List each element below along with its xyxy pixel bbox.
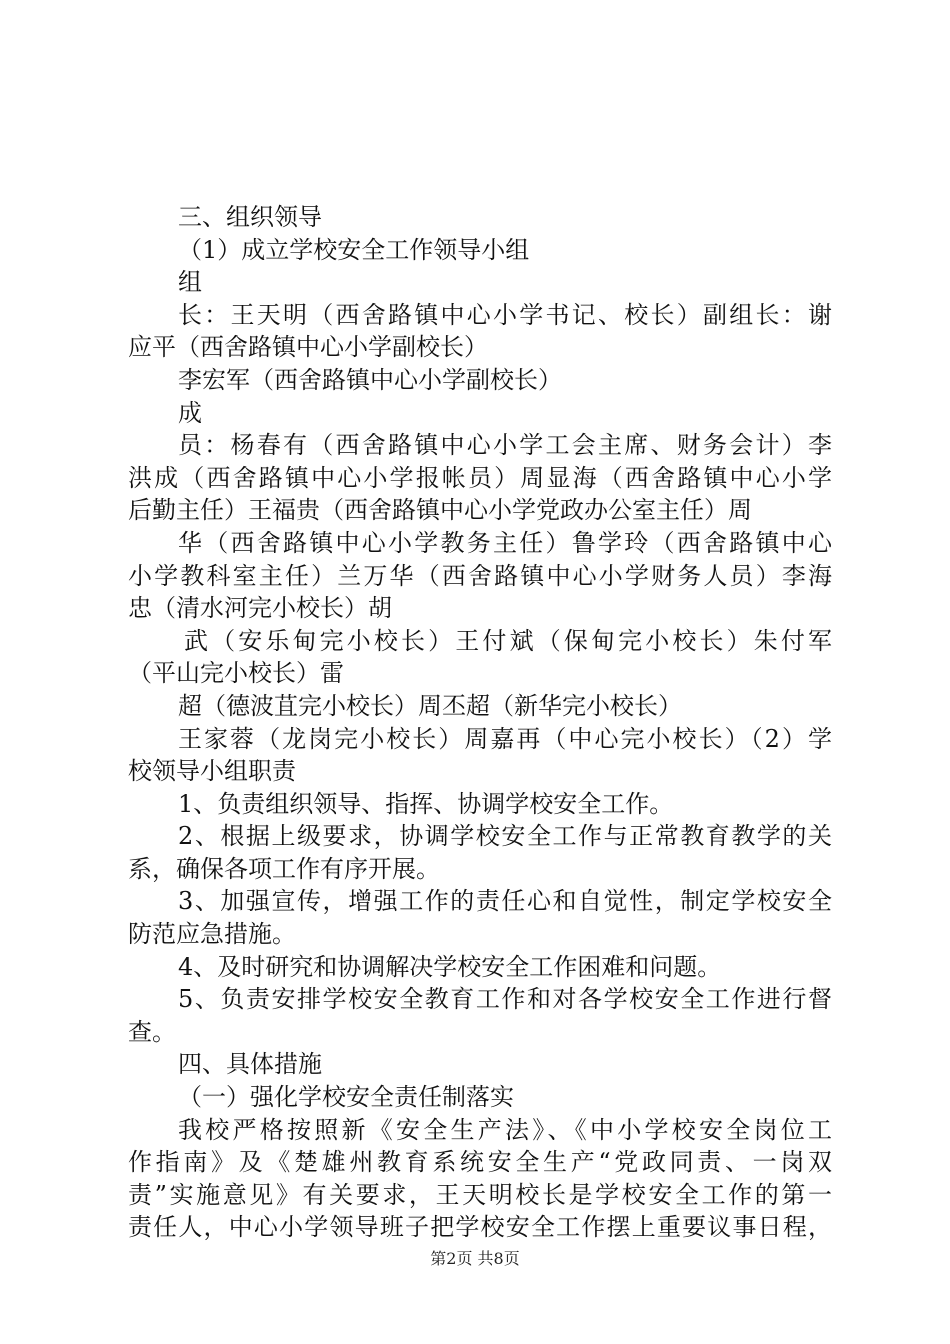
text-line: （平山完小校长）雷 [128,659,344,688]
text-line: 作指南》及《楚雄州教育系统安全生产“党政同责、一岗双 [128,1148,832,1177]
text-line: 超（德波苴完小校长）周丕超（新华完小校长） [178,691,682,720]
text-line: 责任人，中心小学领导班子把学校安全工作摆上重要议事日程， [128,1213,832,1242]
section-heading: 三、组织领导 [178,203,322,231]
section-heading: 四、具体措施 [178,1050,322,1079]
text-line: 查。 [128,1017,176,1046]
text-line: 防范应急措施。 [128,920,296,949]
list-item: 5、负责安排学校安全教育工作和对各学校安全工作进行督 [178,985,832,1014]
text-line: 责”实施意见》有关要求，王天明校长是学校安全工作的第一 [128,1180,832,1209]
text-line: 应平（西舍路镇中心小学副校长） [128,333,488,362]
text-line: 成 [178,398,202,427]
text-line: 忠（清水河完小校长）胡 [128,594,392,623]
text-line: 员：杨春有（西舍路镇中心小学工会主席、财务会计）李 [178,431,832,460]
subsection-heading: 校领导小组职责 [128,757,296,786]
text-line: 李宏军（西舍路镇中心小学副校长） [178,365,562,394]
text-line: 长：王天明（西舍路镇中心小学书记、校长）副组长：谢 [178,300,832,329]
text-line: 组 [178,268,202,297]
text-line: 武（安乐甸完小校长）王付斌（保甸完小校长）朱付军 [184,626,832,655]
subsection-heading: （一）强化学校安全责任制落实 [178,1083,514,1112]
document-body [128,201,832,1244]
list-item: 2、根据上级要求，协调学校安全工作与正常教育教学的关 [178,822,832,851]
text-line: 小学教科室主任）兰万华（西舍路镇中心小学财务人员）李海 [128,561,832,590]
page-number-footer: 第2页 共8页 [430,1249,520,1268]
subsection-heading: （1）成立学校安全工作领导小组 [178,235,530,264]
text-line: 后勤主任）王福贵（西舍路镇中心小学党政办公室主任）周 [128,496,752,525]
text-line: 华（西舍路镇中心小学教务主任）鲁学玲（西舍路镇中心 [178,528,832,557]
text-line: 系，确保各项工作有序开展。 [128,854,440,883]
text-line: 我校严格按照新《安全生产法》、《中小学校安全岗位工 [178,1115,832,1144]
list-item: 4、及时研究和协调解决学校安全工作困难和问题。 [178,952,722,981]
list-item: 1、负责组织领导、指挥、协调学校安全工作。 [178,789,674,818]
text-line: 王家蓉（龙岗完小校长）周嘉再（中心完小校长）（2）学 [178,724,832,753]
text-line: 洪成（西舍路镇中心小学报帐员）周显海（西舍路镇中心小学 [128,463,832,492]
list-item: 3、加强宣传，增强工作的责任心和自觉性，制定学校安全 [178,887,832,916]
